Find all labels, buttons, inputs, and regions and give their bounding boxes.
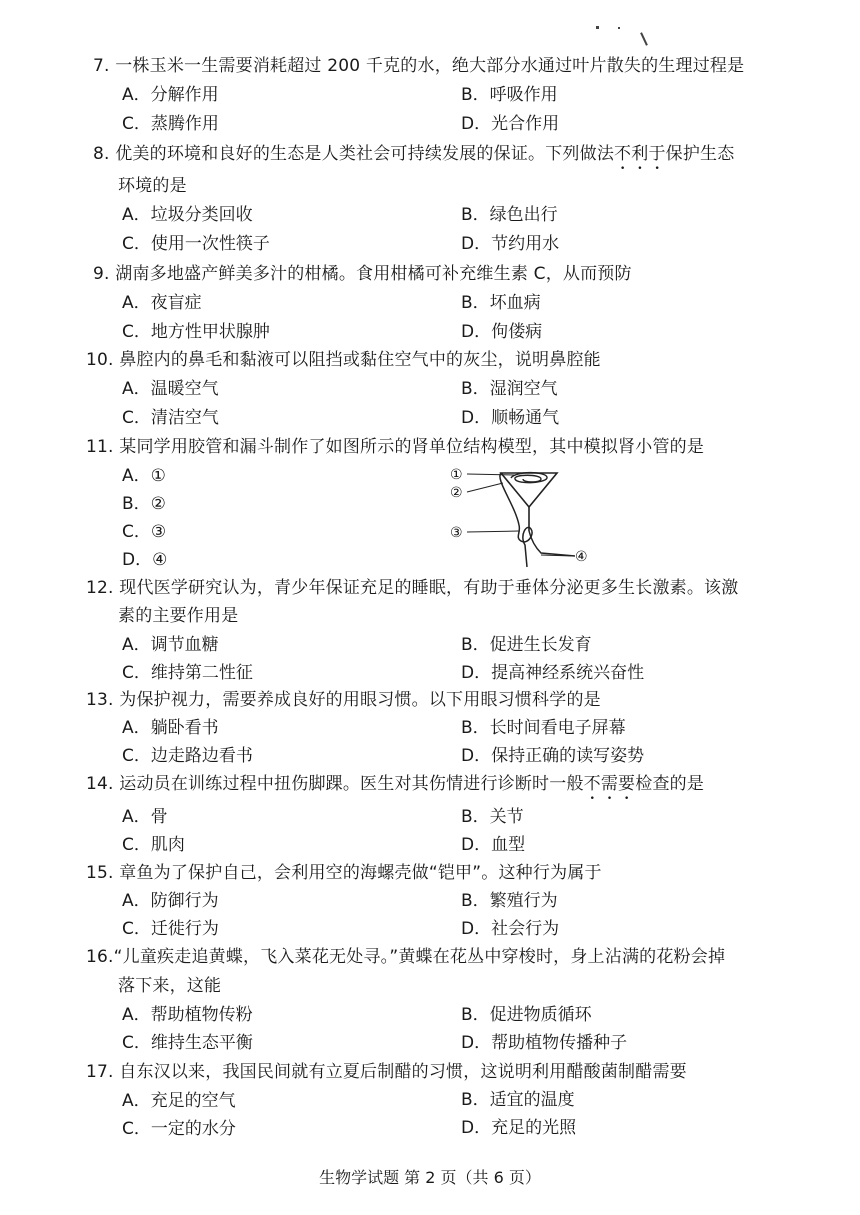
question-14-option-d[interactable]: D．血型 (461, 835, 526, 855)
question-8-option-a[interactable]: A．垃圾分类回收 (122, 205, 253, 225)
diagram-label-1: ① (450, 467, 463, 483)
question-8-stem-line2: 环境的是 (118, 176, 187, 196)
glomerulus-coil (511, 473, 547, 483)
tubule-tube (500, 473, 532, 567)
question-15-stem: 15. 章鱼为了保护自己，会利用空的海螺壳做“铠甲”。这种行为属于 (86, 863, 602, 883)
question-13-option-b[interactable]: B．长时间看电子屏幕 (461, 718, 626, 738)
question-7-option-a[interactable]: A．分解作用 (122, 85, 219, 105)
question-11-option-c[interactable]: C．③ (122, 522, 167, 542)
question-9-stem: 9. 湖南多地盛产鲜美多汁的柑橘。食用柑橘可补充维生素 C，从而预防 (93, 264, 632, 284)
question-7-stem: 7. 一株玉米一生需要消耗超过 200 千克的水，绝大部分水通过叶片散失的生理过程是 (93, 56, 745, 76)
question-9-option-d[interactable]: D．佝偻病 (461, 322, 543, 342)
question-12-option-d[interactable]: D．提高神经系统兴奋性 (461, 663, 645, 683)
question-11-option-a[interactable]: A．① (122, 466, 166, 486)
question-16-stem: 16.“儿童疾走追黄蝶，飞入菜花无处寻。”黄蝶在花丛中穿梭时，身上沾满的花粉会掉 (86, 947, 726, 967)
question-10-option-d[interactable]: D．顺畅通气 (461, 408, 560, 428)
question-15-option-b[interactable]: B．繁殖行为 (461, 891, 558, 911)
question-10-option-a[interactable]: A．温暖空气 (122, 379, 219, 399)
diagram-label-2: ② (450, 485, 463, 501)
question-14-stem: 14. 运动员在训练过程中扭伤脚踝。医生对其伤情进行诊断时一般不需要检查的是 (86, 774, 705, 794)
question-8-option-b[interactable]: B．绿色出行 (461, 205, 558, 225)
question-11-option-b[interactable]: B．② (122, 494, 166, 514)
question-17-option-c[interactable]: C．一定的水分 (122, 1119, 236, 1139)
question-14-option-b[interactable]: B．关节 (461, 807, 524, 827)
label-3-line (467, 531, 519, 532)
question-12-option-a[interactable]: A．调节血糖 (122, 635, 219, 655)
question-7-option-b[interactable]: B．呼吸作用 (461, 85, 558, 105)
scan-speck (618, 27, 620, 29)
question-11-option-d[interactable]: D．④ (122, 550, 168, 570)
label-2-line (467, 483, 503, 492)
question-15-option-d[interactable]: D．社会行为 (461, 919, 560, 939)
question-8-option-c[interactable]: C．使用一次性筷子 (122, 234, 270, 254)
question-7-option-c[interactable]: C．蒸腾作用 (122, 114, 219, 134)
question-10-option-b[interactable]: B．湿润空气 (461, 379, 558, 399)
question-8-option-d[interactable]: D．节约用水 (461, 234, 560, 254)
question-16-option-a[interactable]: A．帮助植物传粉 (122, 1005, 253, 1025)
diagram-label-3: ③ (450, 525, 463, 541)
scan-mark (640, 32, 648, 46)
collecting-tube (529, 531, 575, 556)
page-footer: 生物学试题 第 2 页（共 6 页） (319, 1168, 541, 1187)
question-17-option-a[interactable]: A．充足的空气 (122, 1091, 236, 1111)
question-13-option-c[interactable]: C．边走路边看书 (122, 746, 253, 766)
question-14-option-c[interactable]: C．肌肉 (122, 835, 185, 855)
question-16-option-c[interactable]: C．维持生态平衡 (122, 1033, 253, 1053)
question-7-option-d[interactable]: D．光合作用 (461, 114, 560, 134)
question-10-option-c[interactable]: C．清洁空气 (122, 408, 219, 428)
question-9-option-c[interactable]: C．地方性甲状腺肿 (122, 322, 270, 342)
question-8-stem: 8. 优美的环境和良好的生态是人类社会可持续发展的保证。下列做法不利于保护生态 (93, 144, 735, 164)
question-9-option-a[interactable]: A．夜盲症 (122, 293, 202, 313)
label-1-line (467, 474, 515, 475)
question-9-option-b[interactable]: B．坏血病 (461, 293, 541, 313)
question-12-stem: 12. 现代医学研究认为，青少年保证充足的睡眠，有助于垂体分泌更多生长激素。该激 (86, 578, 739, 598)
question-17-stem: 17. 自东汉以来，我国民间就有立夏后制醋的习惯，这说明利用醋酸菌制醋需要 (86, 1062, 687, 1082)
question-17-option-b[interactable]: B．适宜的温度 (461, 1090, 575, 1110)
question-13-option-d[interactable]: D．保持正确的读写姿势 (461, 746, 645, 766)
question-14-option-a[interactable]: A．骨 (122, 807, 168, 827)
question-10-stem: 10. 鼻腔内的鼻毛和黏液可以阻挡或黏住空气中的灰尘，说明鼻腔能 (86, 350, 601, 370)
question-15-option-c[interactable]: C．迁徙行为 (122, 919, 219, 939)
question-15-option-a[interactable]: A．防御行为 (122, 891, 219, 911)
question-11-stem: 11. 某同学用胶管和漏斗制作了如图所示的肾单位结构模型，其中模拟肾小管的是 (86, 437, 705, 457)
question-13-option-a[interactable]: A．躺卧看书 (122, 718, 219, 738)
question-12-option-b[interactable]: B．促进生长发育 (461, 635, 592, 655)
question-17-option-d[interactable]: D．充足的光照 (461, 1118, 577, 1138)
nephron-model-diagram (445, 465, 605, 570)
diagram-label-4: ④ (575, 549, 588, 565)
question-13-stem: 13. 为保护视力，需要养成良好的用眼习惯。以下用眼习惯科学的是 (86, 690, 601, 710)
question-16-option-b[interactable]: B．促进物质循环 (461, 1005, 592, 1025)
question-12-stem-line2: 素的主要作用是 (118, 606, 239, 626)
question-16-option-d[interactable]: D．帮助植物传播种子 (461, 1033, 628, 1053)
scan-speck (596, 26, 599, 29)
question-12-option-c[interactable]: C．维持第二性征 (122, 663, 253, 683)
question-16-stem-line2: 落下来，这能 (118, 976, 222, 996)
